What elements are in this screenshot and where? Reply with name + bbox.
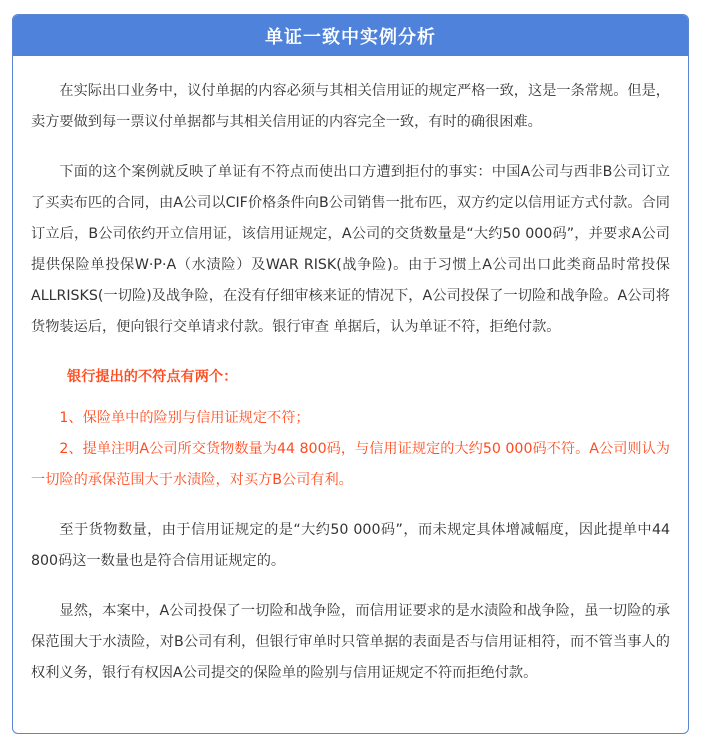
article-card	[12, 14, 689, 734]
article-title: 单证一致中实例分析	[265, 26, 436, 48]
article-header	[13, 15, 688, 56]
paragraph-spacer	[31, 138, 670, 157]
conclusion-paragraph: 显然，本案中，A公司投保了一切险和战争险，而信用证要求的是水渍险和战争险，虽一切险的承保范围大于水渍险，对B公司有利，但银行审单时只管单据的表面是否与信用证相符，而不管当事人的权利义务，银行有权因A公司提交的保险单的险别与信用证规定不符而拒绝付款。	[31, 603, 670, 681]
discrepancy-heading: 银行提出的不符点有两个：	[67, 369, 238, 385]
intro-paragraph: 在实际出口业务中，议付单据的内容必须与其相关信用证的规定严格一致，这是一条常规。但是，卖方要做到每一票议付单据都与其相关信用证的内容完全一致，有时的确很困难。	[31, 83, 670, 130]
discrepancy-item-1: 1、保险单中的险别与信用证规定不符；	[59, 410, 310, 426]
case-paragraph: 下面的这个案例就反映了单证有不符点而使出口方遭到拒付的事实：中国A公司与西非B公司订立了买卖布匹的合同，由A公司以CIF价格条件向B公司销售一批布匹，双方约定以信用证方式付款。合同订立后，B公司依约开立信用证，该信用证规定，A公司的交货数量是“大约50 000码”，并要求A公司提供保险单投保W·P·A（水渍险）及WAR RISK(战争险)。由于习惯上A公司出口此类商品时常投保ALLRISKS(一切险)及战争险，在没有仔细审核来证的情况下，A公司投保了一切险和战争险。A公司将货物装运后，便向银行交单请求付款。银行审查 单据后，认为单证不符，拒绝付款。	[31, 164, 670, 335]
paragraph-spacer	[31, 393, 670, 403]
paragraph-spacer	[31, 496, 670, 515]
discrepancy-item-2: 2、提单注明A公司所交货物数量为44 800码，与信用证规定的大约50 000码不符。A公司则认为一切险的承保范围大于水渍险，对买方B公司有利。	[31, 441, 670, 488]
paragraph-spacer	[31, 577, 670, 596]
paragraph-spacer	[31, 343, 670, 362]
quantity-paragraph: 至于货物数量，由于信用证规定的是“大约50 000码”，而未规定具体增减幅度，因此提单中44 800码这一数量也是符合信用证规定的。	[31, 522, 670, 569]
article-body	[13, 56, 688, 689]
